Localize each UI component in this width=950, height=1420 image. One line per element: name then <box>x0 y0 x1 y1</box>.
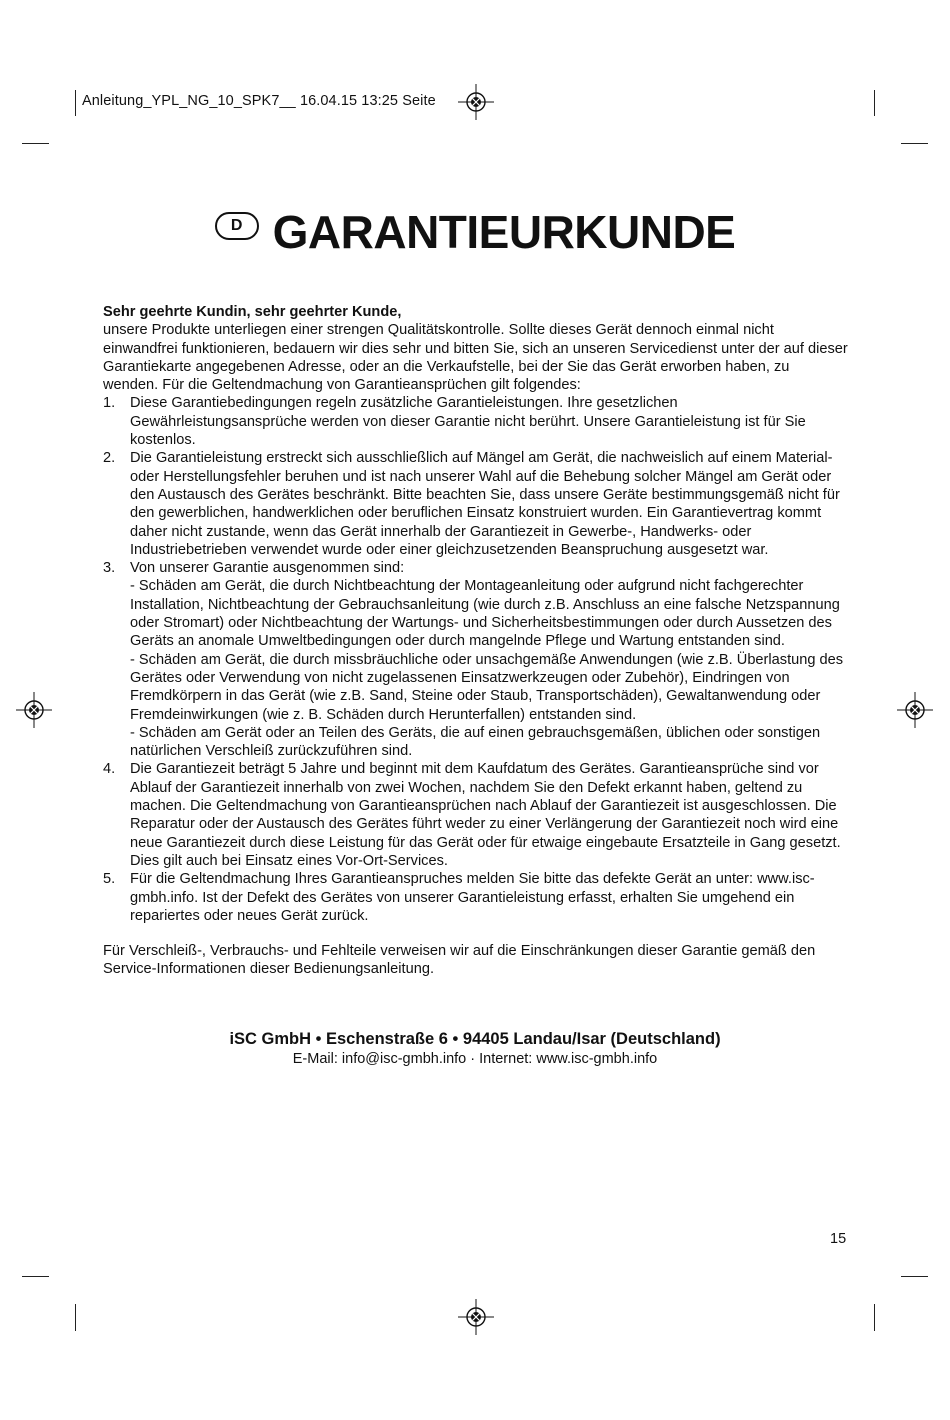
warranty-terms-list <box>103 394 848 925</box>
list-item-number: 5. <box>103 871 116 888</box>
closing-paragraph: Für Verschleiß-, Verbrauchs- und Fehlteile verweisen wir auf die Einschränkungen dieser Garantie gemäß den Service-Informationen dieser Bedienungsanleitung. <box>103 943 816 978</box>
list-item-text: Die Garantieleistung erstreckt sich ausschließlich auf Mängel am Gerät, die nachweislich auf einem Material- oder Herstellungsfehler beruhen und ist nach unserer Wahl auf die Behebung solcher Mängel am Gerät oder den Austausch des Gerätes beschränkt. Bitte beachten Sie, dass unsere Geräte bestimmungsgemäß nicht für den gewerblichen, handwerklichen oder beruflichen Einsatz konstruiert wurden. Ein Garantievertrag kommt daher nicht zustande, wenn das Gerät innerhalb der Garantiezeit in Gewerbe-, Handwerks- oder Industriebetrieben verwendet wurde oder einer gleichzusetzenden Beanspruchung ausgesetzt war. <box>130 450 840 558</box>
intro-paragraph: unsere Produkte unterliegen einer strengen Qualitätskontrolle. Sollte dieses Gerät dennoch einmal nicht einwandfrei funktionieren, bedauern wir dies sehr und bitten Sie, sich an unseren Servicedienst unter der auf dieser Garantiekarte angegebenen Adresse, oder an die Verkaufstelle, bei der Sie das Gerät erworben haben, zu wenden. Für die Geltendmachung von Garantieansprüchen gilt folgendes: <box>103 322 848 394</box>
print-slug: Anleitung_YPL_NG_10_SPK7__ 16.04.15 13:25 Seite <box>82 93 436 109</box>
list-item-text: Von unserer Garantie ausgenommen sind: <box>130 560 405 577</box>
list-item <box>103 870 848 925</box>
list-item <box>103 760 848 870</box>
list-item-text: Diese Garantiebedingungen regeln zusätzliche Garantieleistungen. Ihre gesetzlichen Gewährleistungsansprüche werden von dieser Garantie nicht berührt. Unsere Garantieleistung ist für Sie kostenlos. <box>130 395 806 449</box>
exclusion-item: - Schäden am Gerät oder an Teilen des Geräts, die auf einen gebrauchsgemäßen, üblichen oder sonstigen natürlichen Verschleiß zurückzuführen sind. <box>130 724 821 760</box>
list-item <box>103 449 848 559</box>
registration-mark-icon <box>16 692 52 728</box>
page-number: 15 <box>830 1231 847 1247</box>
crop-mark-top-right-horizontal <box>901 143 928 144</box>
list-item-text: Für die Geltendmachung Ihres Garantieanspruches melden Sie bitte das defekte Gerät an unter: www.isc-gmbh.info. Ist der Defekt des Gerätes von unserer Garantieleistung erfasst, erhalten Sie umgehend ein repariertes oder neues Gerät zurück. <box>130 871 815 924</box>
crop-mark-bottom-left-horizontal <box>22 1276 49 1277</box>
exclusion-item: - Schäden am Gerät, die durch Nichtbeachtung der Montageanleitung oder aufgrund nicht fachgerechter Installation, Nichtbeachtung der Gebrauchsanleitung (wie durch z.B. Anschluss an eine falsche Netzspannung oder Stromart) oder Nichtbeachtung der Wartungs- und Sicherheitsbestimmungen oder durch Aussetzen des Geräts an anomale Umweltbedingungen oder durch mangelnde Pflege und Wartung entstanden sind. <box>130 578 840 650</box>
title-row <box>0 205 950 259</box>
crop-mark-bottom-right-vertical <box>874 1304 875 1331</box>
list-item-number: 3. <box>103 560 116 577</box>
list-item-text: Die Garantiezeit beträgt 5 Jahre und beginnt mit dem Kaufdatum des Gerätes. Garantieansprüche sind vor Ablauf der Garantiezeit innerhalb von zwei Wochen, nachdem Sie den Defekt erkannt haben, geltend zu machen. Die Geltendmachung von Garantieansprüchen nach Ablauf der Garantiezeit ist ausgeschlossen. Die Reparatur oder der Austausch des Gerätes führt weder zu einer Verlängerung der Garantiezeit noch wird eine neue Garantiezeit durch diese Leistung für das Gerät oder für etwaige eingebaute Ersatzteile in Gang gesetzt. Dies gilt auch bei Einsatz eines Vor-Ort-Services. <box>130 761 841 869</box>
list-item-number: 2. <box>103 450 116 467</box>
crop-mark-top-left-vertical <box>75 90 76 116</box>
registration-mark-icon <box>458 84 494 120</box>
exclusion-item: - Schäden am Gerät, die durch missbräuchliche oder unsachgemäße Anwendungen (wie z.B. Überlastung des Gerätes oder Verwendung von nicht zugelassenen Einsatzwerkzeugen oder Zubehör), Eindringen von Fremdkörpern in das Gerät (wie z.B. Sand, Steine oder Staub, Transportschäden), Gewaltanwendung oder Fremdeinwirkungen (wie z. B. Schäden durch Herunterfallen) entstanden sind. <box>130 651 844 723</box>
contact-info: E-Mail: info@isc-gmbh.info · Internet: www.isc-gmbh.info <box>292 1051 658 1067</box>
registration-mark-icon <box>458 1299 494 1335</box>
list-item-number: 1. <box>103 395 116 412</box>
crop-mark-bottom-left-vertical <box>75 1304 76 1331</box>
page-title: GARANTIEURKUNDE <box>272 206 736 258</box>
list-item-number: 4. <box>103 761 116 778</box>
salutation: Sehr geehrte Kundin, sehr geehrter Kunde, <box>103 304 402 320</box>
warranty-body <box>103 303 848 979</box>
crop-mark-top-right-vertical <box>874 90 875 116</box>
language-badge: D <box>215 212 259 240</box>
list-item <box>103 394 848 449</box>
crop-mark-top-left-horizontal <box>22 143 49 144</box>
crop-mark-bottom-right-horizontal <box>901 1276 928 1277</box>
list-item <box>103 559 848 760</box>
company-address: iSC GmbH • Eschenstraße 6 • 94405 Landau/Isar (Deutschland) <box>229 1030 721 1048</box>
registration-mark-icon <box>897 692 933 728</box>
